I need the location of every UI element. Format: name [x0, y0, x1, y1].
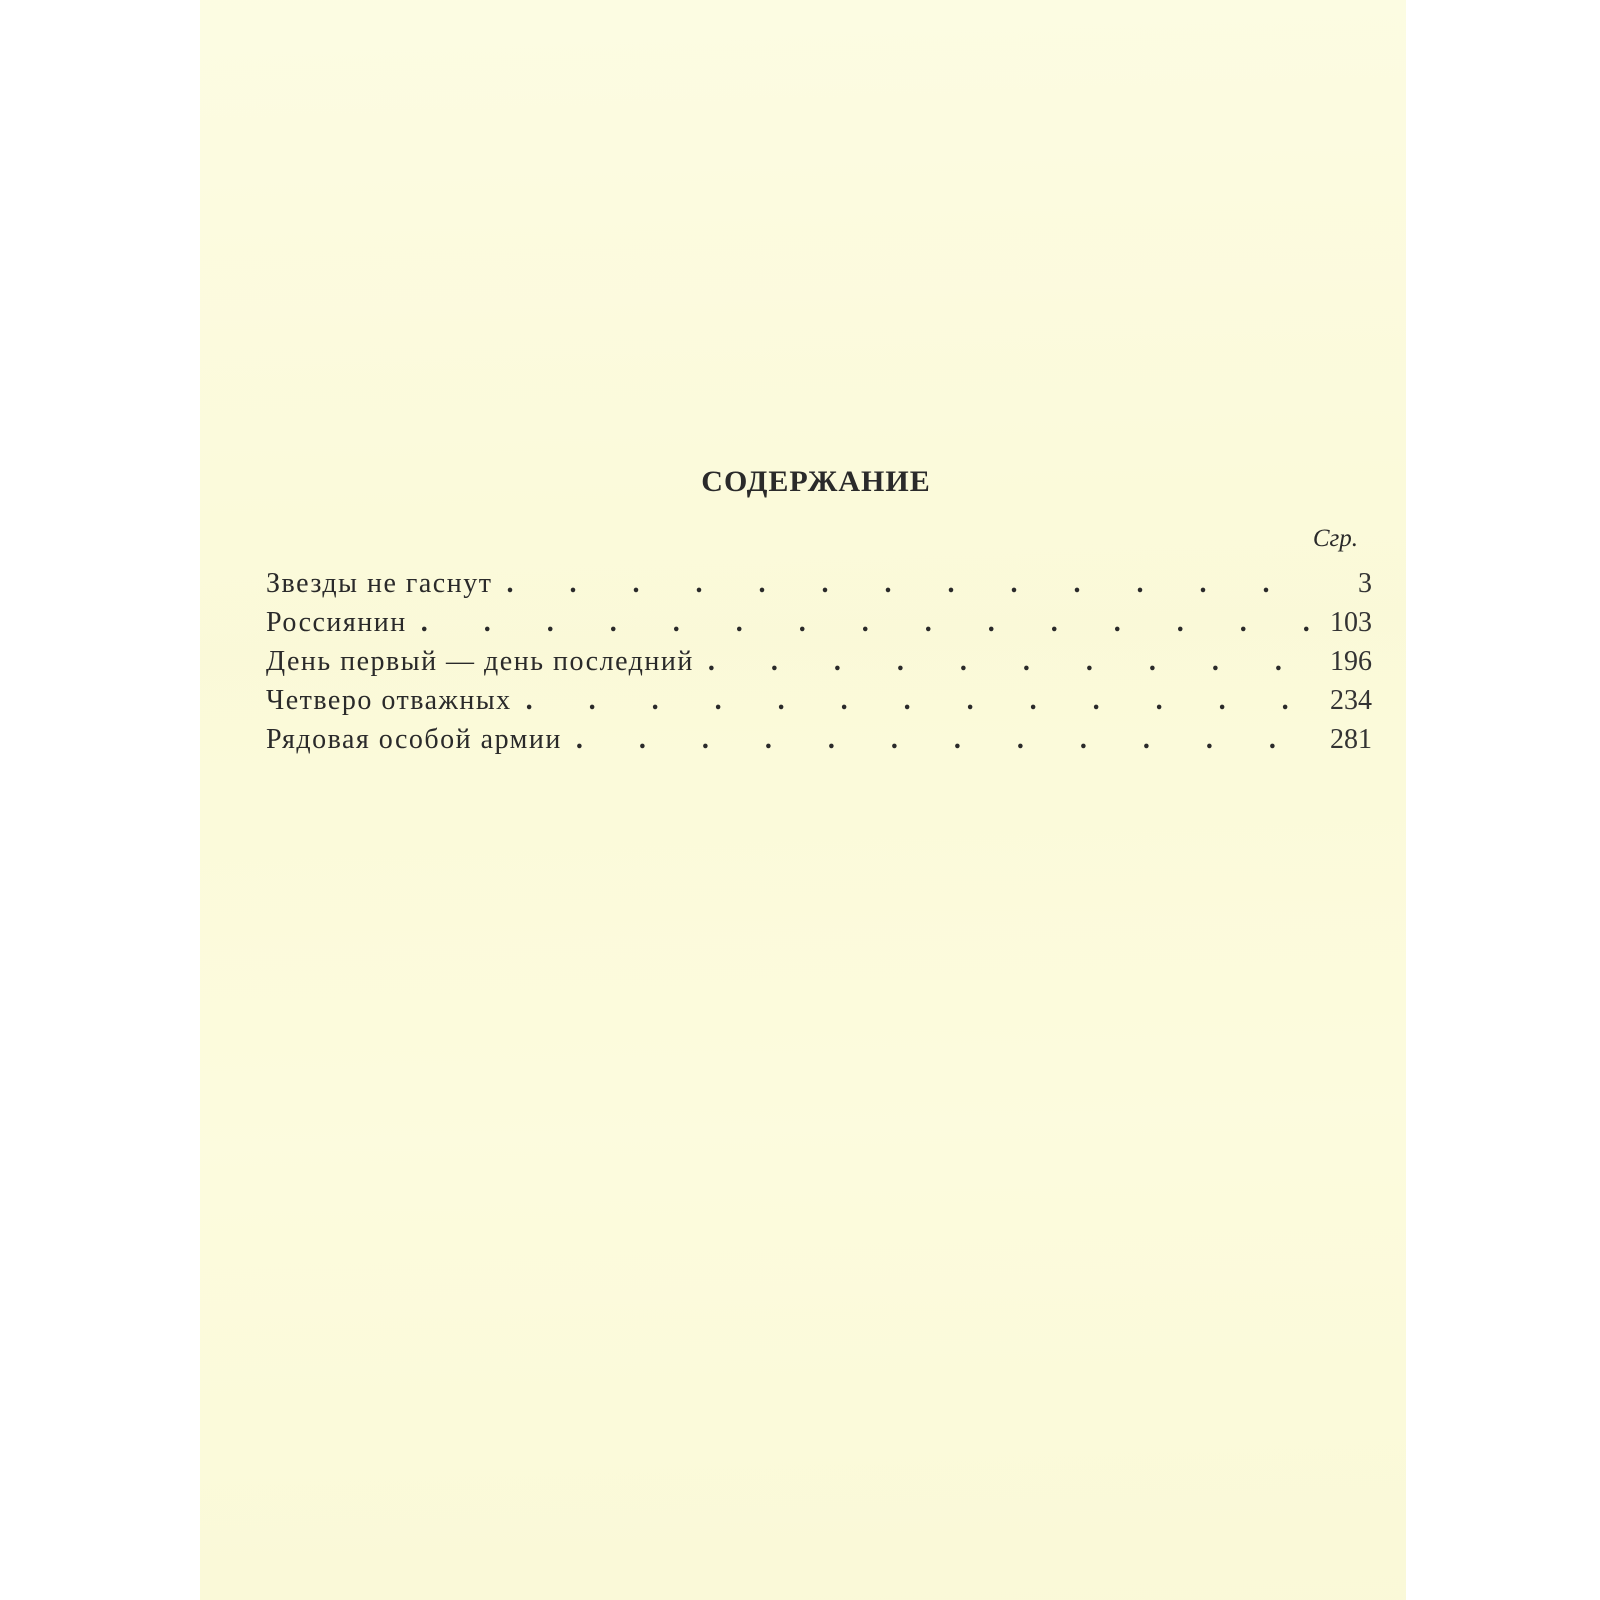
toc-entry — [266, 724, 1372, 763]
paper-sheet — [200, 0, 1406, 1600]
toc-entry — [266, 685, 1372, 724]
toc-entry-title: Россиянин — [266, 607, 407, 638]
toc-entry-page: 3 — [1358, 568, 1372, 599]
dot-leader — [526, 685, 1316, 717]
toc-entry-page: 234 — [1330, 685, 1372, 716]
toc-entry-page: 281 — [1330, 724, 1372, 755]
dot-leader — [421, 607, 1316, 639]
toc-entry-title: День первый — день последний — [266, 646, 694, 677]
toc-entry — [266, 607, 1372, 646]
table-of-contents — [266, 462, 1372, 782]
dot-leader — [708, 646, 1316, 678]
dot-leader — [506, 568, 1316, 600]
toc-entry-title: Звезды не гаснут — [266, 568, 493, 599]
toc-entry-title: Рядовая особой армии — [266, 724, 562, 755]
dot-leader — [576, 724, 1316, 756]
page-column-header: Cгр. — [1312, 525, 1358, 552]
toc-entry-page: 103 — [1330, 607, 1372, 638]
toc-heading: СОДЕРЖАНИЕ — [701, 465, 931, 498]
toc-entry — [266, 646, 1372, 685]
toc-entry-page: 196 — [1330, 646, 1372, 677]
toc-entry-title: Четверо отважных — [266, 685, 512, 716]
toc-entries — [266, 568, 1372, 763]
toc-entry — [266, 568, 1372, 607]
